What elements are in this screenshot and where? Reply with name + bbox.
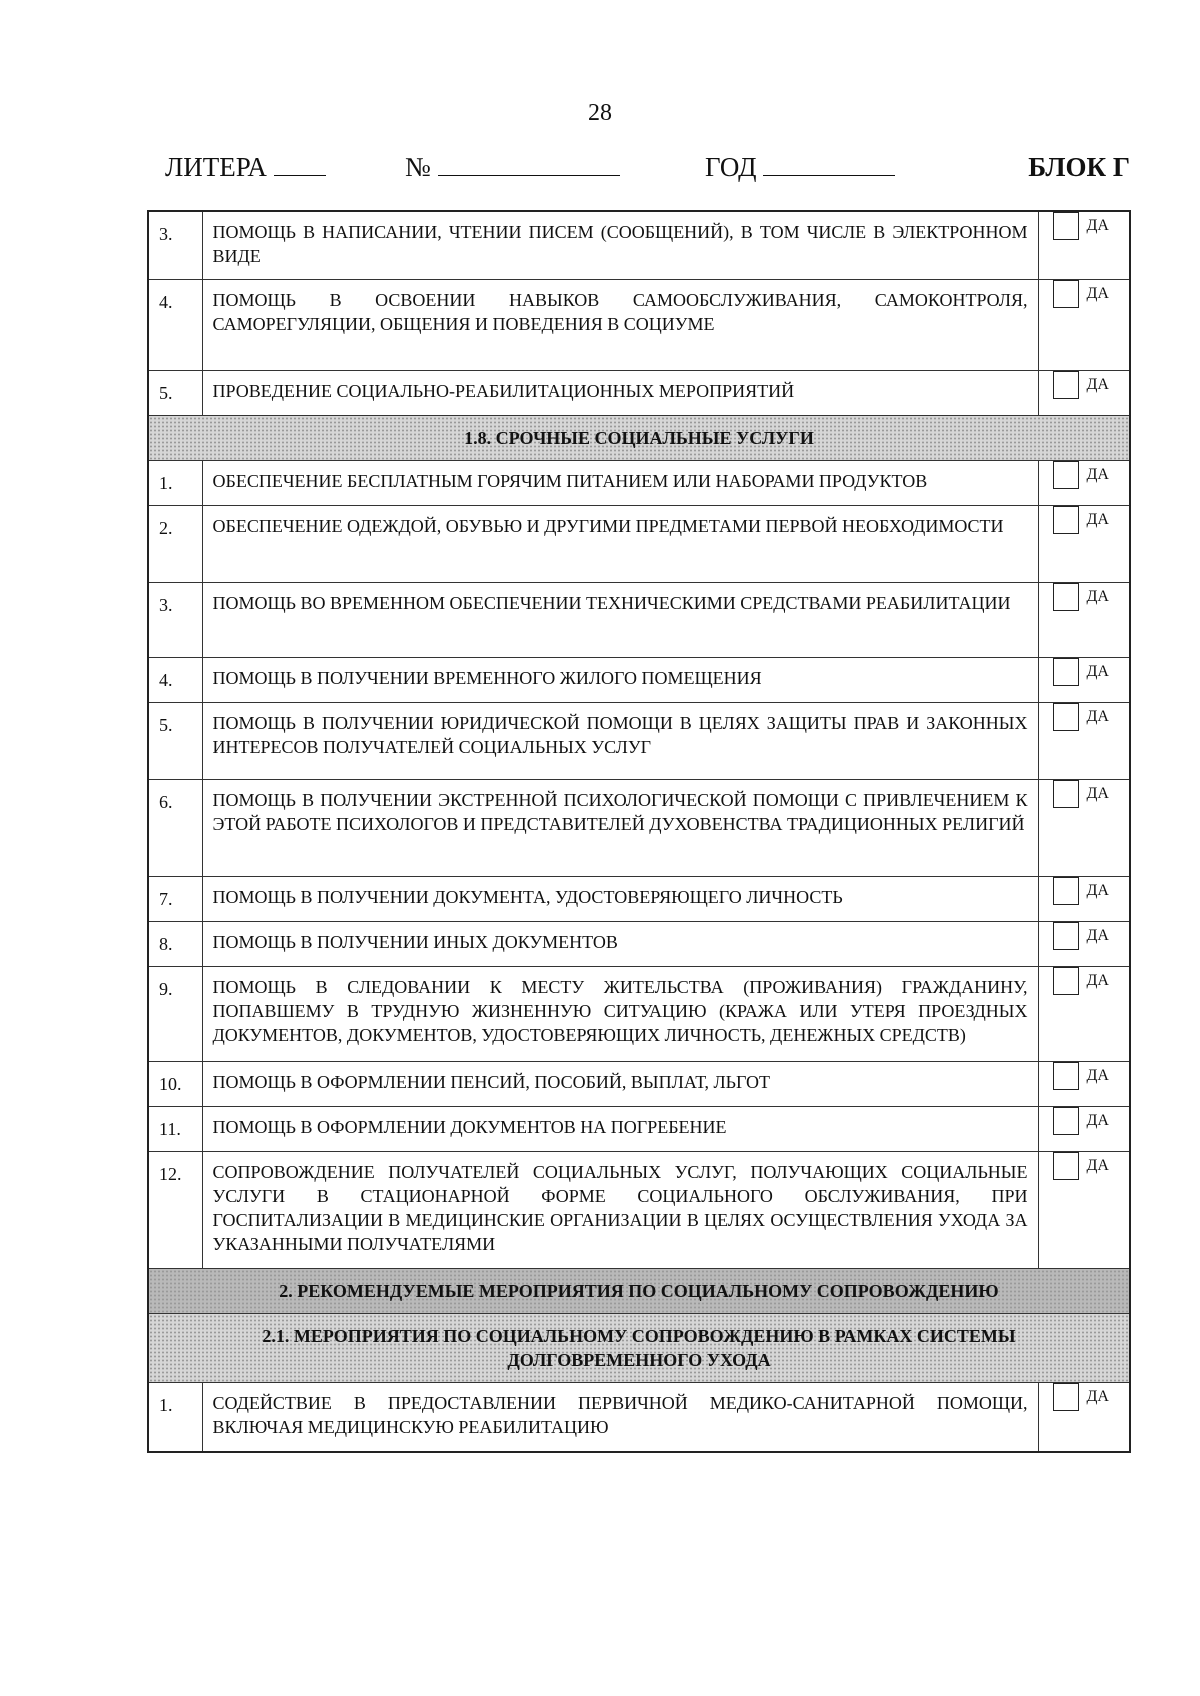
table-row	[148, 780, 1130, 877]
year-field	[705, 152, 895, 183]
litera-label: ЛИТЕРА	[165, 152, 267, 182]
row-text: ПОМОЩЬ В ОФОРМЛЕНИИ ДОКУМЕНТОВ НА ПОГРЕБЕНИЕ	[202, 1107, 1038, 1152]
yes-checkbox[interactable]	[1038, 506, 1130, 583]
checkbox-square[interactable]	[1053, 212, 1079, 240]
yes-label: ДА	[1086, 1112, 1109, 1129]
row-number: 2.	[148, 506, 202, 583]
checkbox-square[interactable]	[1053, 877, 1079, 905]
checkbox-square[interactable]	[1053, 583, 1079, 611]
services-table	[147, 210, 1131, 1453]
table-row	[148, 1107, 1130, 1152]
yes-label: ДА	[1086, 511, 1109, 528]
yes-checkbox[interactable]	[1038, 280, 1130, 371]
row-number: 4.	[148, 280, 202, 371]
row-number: 5.	[148, 703, 202, 780]
row-text: СОДЕЙСТВИЕ В ПРЕДОСТАВЛЕНИИ ПЕРВИЧНОЙ МЕДИКО-САНИТАРНОЙ ПОМОЩИ, ВКЛЮЧАЯ МЕДИЦИНСКУЮ РЕАБИЛИТАЦИЮ	[202, 1383, 1038, 1453]
yes-checkbox[interactable]	[1038, 371, 1130, 416]
litera-field	[165, 152, 326, 183]
table-row	[148, 1152, 1130, 1269]
row-text: ПОМОЩЬ В ПОЛУЧЕНИИ ИНЫХ ДОКУМЕНТОВ	[202, 922, 1038, 967]
table-row	[148, 280, 1130, 371]
yes-label: ДА	[1086, 927, 1109, 944]
year-label: ГОД	[705, 152, 757, 182]
checkbox-square[interactable]	[1053, 1062, 1079, 1090]
yes-checkbox[interactable]	[1038, 1062, 1130, 1107]
yes-label: ДА	[1086, 285, 1109, 302]
yes-label: ДА	[1086, 972, 1109, 989]
row-text: ПОМОЩЬ В ПОЛУЧЕНИИ ВРЕМЕННОГО ЖИЛОГО ПОМЕЩЕНИЯ	[202, 658, 1038, 703]
yes-label: ДА	[1086, 785, 1109, 802]
section-title: 1.8. СРОЧНЫЕ СОЦИАЛЬНЫЕ УСЛУГИ	[148, 416, 1130, 461]
section-header-2-1	[148, 1314, 1130, 1383]
table-row	[148, 922, 1130, 967]
yes-label: ДА	[1086, 217, 1109, 234]
section-title: 2. РЕКОМЕНДУЕМЫЕ МЕРОПРИЯТИЯ ПО СОЦИАЛЬНОМУ СОПРОВОЖДЕНИЮ	[148, 1269, 1130, 1314]
yes-label: ДА	[1086, 1388, 1109, 1405]
row-number: 8.	[148, 922, 202, 967]
row-number: 5.	[148, 371, 202, 416]
row-text: ПОМОЩЬ В ОСВОЕНИИ НАВЫКОВ САМООБСЛУЖИВАНИЯ, САМОКОНТРОЛЯ, САМОРЕГУЛЯЦИИ, ОБЩЕНИЯ И ПОВЕДЕНИЯ В СОЦИУМЕ	[202, 280, 1038, 371]
row-number: 9.	[148, 967, 202, 1062]
number-input-line[interactable]	[438, 153, 620, 176]
number-label: №	[405, 152, 431, 182]
row-number: 6.	[148, 780, 202, 877]
yes-checkbox[interactable]	[1038, 1107, 1130, 1152]
table-row	[148, 583, 1130, 658]
yes-checkbox[interactable]	[1038, 922, 1130, 967]
checkbox-square[interactable]	[1053, 1383, 1079, 1411]
row-text: СОПРОВОЖДЕНИЕ ПОЛУЧАТЕЛЕЙ СОЦИАЛЬНЫХ УСЛУГ, ПОЛУЧАЮЩИХ СОЦИАЛЬНЫЕ УСЛУГИ В СТАЦИОНАРНОЙ ФОРМЕ СОЦИАЛЬНОГО ОБСЛУЖИВАНИЯ, ПРИ ГОСПИТАЛИЗАЦИИ В МЕДИЦИНСКИЕ ОРГАНИЗАЦИИ В ЦЕЛЯХ ОСУЩЕСТВЛЕНИЯ УХОДА ЗА УКАЗАННЫМИ ПОЛУЧАТЕЛЯМИ	[202, 1152, 1038, 1269]
checkbox-square[interactable]	[1053, 1107, 1079, 1135]
row-text: ОБЕСПЕЧЕНИЕ ОДЕЖДОЙ, ОБУВЬЮ И ДРУГИМИ ПРЕДМЕТАМИ ПЕРВОЙ НЕОБХОДИМОСТИ	[202, 506, 1038, 583]
checkbox-square[interactable]	[1053, 780, 1079, 808]
page-number: 28	[588, 100, 612, 126]
row-number: 3.	[148, 211, 202, 280]
row-number: 1.	[148, 461, 202, 506]
row-number: 10.	[148, 1062, 202, 1107]
yes-checkbox[interactable]	[1038, 877, 1130, 922]
yes-checkbox[interactable]	[1038, 1383, 1130, 1453]
litera-input-line[interactable]	[274, 153, 326, 176]
table-row	[148, 1062, 1130, 1107]
yes-checkbox[interactable]	[1038, 1152, 1130, 1269]
yes-checkbox[interactable]	[1038, 461, 1130, 506]
section-header-2	[148, 1269, 1130, 1314]
checkbox-square[interactable]	[1053, 922, 1079, 950]
row-text: ПОМОЩЬ В ПОЛУЧЕНИИ ЮРИДИЧЕСКОЙ ПОМОЩИ В ЦЕЛЯХ ЗАЩИТЫ ПРАВ И ЗАКОННЫХ ИНТЕРЕСОВ ПОЛУЧАТЕЛЕЙ СОЦИАЛЬНЫХ УСЛУГ	[202, 703, 1038, 780]
table-row	[148, 1383, 1130, 1453]
yes-label: ДА	[1086, 1067, 1109, 1084]
year-input-line[interactable]	[763, 153, 895, 176]
checkbox-square[interactable]	[1053, 658, 1079, 686]
checkbox-square[interactable]	[1053, 371, 1079, 399]
yes-label: ДА	[1086, 466, 1109, 483]
row-text: ПОМОЩЬ В НАПИСАНИИ, ЧТЕНИИ ПИСЕМ (СООБЩЕНИЙ), В ТОМ ЧИСЛЕ В ЭЛЕКТРОННОМ ВИДЕ	[202, 211, 1038, 280]
table-row	[148, 371, 1130, 416]
checkbox-square[interactable]	[1053, 703, 1079, 731]
table-row	[148, 658, 1130, 703]
number-field	[405, 152, 620, 183]
row-number: 12.	[148, 1152, 202, 1269]
row-number: 11.	[148, 1107, 202, 1152]
row-number: 3.	[148, 583, 202, 658]
row-text: ПОМОЩЬ В ОФОРМЛЕНИИ ПЕНСИЙ, ПОСОБИЙ, ВЫПЛАТ, ЛЬГОТ	[202, 1062, 1038, 1107]
block-label: БЛОК Г	[1028, 152, 1130, 182]
table-row	[148, 506, 1130, 583]
yes-checkbox[interactable]	[1038, 967, 1130, 1062]
row-number: 1.	[148, 1383, 202, 1453]
yes-label: ДА	[1086, 663, 1109, 680]
row-text: ПОМОЩЬ В ПОЛУЧЕНИИ ЭКСТРЕННОЙ ПСИХОЛОГИЧЕСКОЙ ПОМОЩИ С ПРИВЛЕЧЕНИЕМ К ЭТОЙ РАБОТЕ ПСИХОЛОГОВ И ПРЕДСТАВИТЕЛЕЙ ДУХОВЕНСТВА ТРАДИЦИОННЫХ РЕЛИГИЙ	[202, 780, 1038, 877]
yes-checkbox[interactable]	[1038, 658, 1130, 703]
yes-label: ДА	[1086, 882, 1109, 899]
table-row	[148, 967, 1130, 1062]
yes-checkbox[interactable]	[1038, 211, 1130, 280]
table-row	[148, 461, 1130, 506]
yes-checkbox[interactable]	[1038, 703, 1130, 780]
row-text: ПРОВЕДЕНИЕ СОЦИАЛЬНО-РЕАБИЛИТАЦИОННЫХ МЕРОПРИЯТИЙ	[202, 371, 1038, 416]
section-title: 2.1. МЕРОПРИЯТИЯ ПО СОЦИАЛЬНОМУ СОПРОВОЖДЕНИЮ В РАМКАХ СИСТЕМЫ ДОЛГОВРЕМЕННОГО УХОДА	[148, 1314, 1130, 1383]
row-text: ПОМОЩЬ В СЛЕДОВАНИИ К МЕСТУ ЖИТЕЛЬСТВА (ПРОЖИВАНИЯ) ГРАЖДАНИНУ, ПОПАВШЕМУ В ТРУДНУЮ ЖИЗНЕННУЮ СИТУАЦИЮ (КРАЖА ИЛИ УТЕРЯ ПРОЕЗДНЫХ ДОКУМЕНТОВ, ДОКУМЕНТОВ, УДОСТОВЕРЯЮЩИХ ЛИЧНОСТЬ, ДЕНЕЖНЫХ СРЕДСТВ)	[202, 967, 1038, 1062]
checkbox-square[interactable]	[1053, 506, 1079, 534]
yes-label: ДА	[1086, 1157, 1109, 1174]
checkbox-square[interactable]	[1053, 967, 1079, 995]
row-text: ОБЕСПЕЧЕНИЕ БЕСПЛАТНЫМ ГОРЯЧИМ ПИТАНИЕМ ИЛИ НАБОРАМИ ПРОДУКТОВ	[202, 461, 1038, 506]
table-row	[148, 877, 1130, 922]
section-header-1-8	[148, 416, 1130, 461]
checkbox-square[interactable]	[1053, 280, 1079, 308]
row-number: 7.	[148, 877, 202, 922]
yes-checkbox[interactable]	[1038, 780, 1130, 877]
row-number: 4.	[148, 658, 202, 703]
table-row	[148, 703, 1130, 780]
checkbox-square[interactable]	[1053, 1152, 1079, 1180]
row-text: ПОМОЩЬ ВО ВРЕМЕННОМ ОБЕСПЕЧЕНИИ ТЕХНИЧЕСКИМИ СРЕДСТВАМИ РЕАБИЛИТАЦИИ	[202, 583, 1038, 658]
checkbox-square[interactable]	[1053, 461, 1079, 489]
yes-label: ДА	[1086, 588, 1109, 605]
yes-checkbox[interactable]	[1038, 583, 1130, 658]
yes-label: ДА	[1086, 708, 1109, 725]
row-text: ПОМОЩЬ В ПОЛУЧЕНИИ ДОКУМЕНТА, УДОСТОВЕРЯЮЩЕГО ЛИЧНОСТЬ	[202, 877, 1038, 922]
table-row	[148, 211, 1130, 280]
yes-label: ДА	[1086, 376, 1109, 393]
